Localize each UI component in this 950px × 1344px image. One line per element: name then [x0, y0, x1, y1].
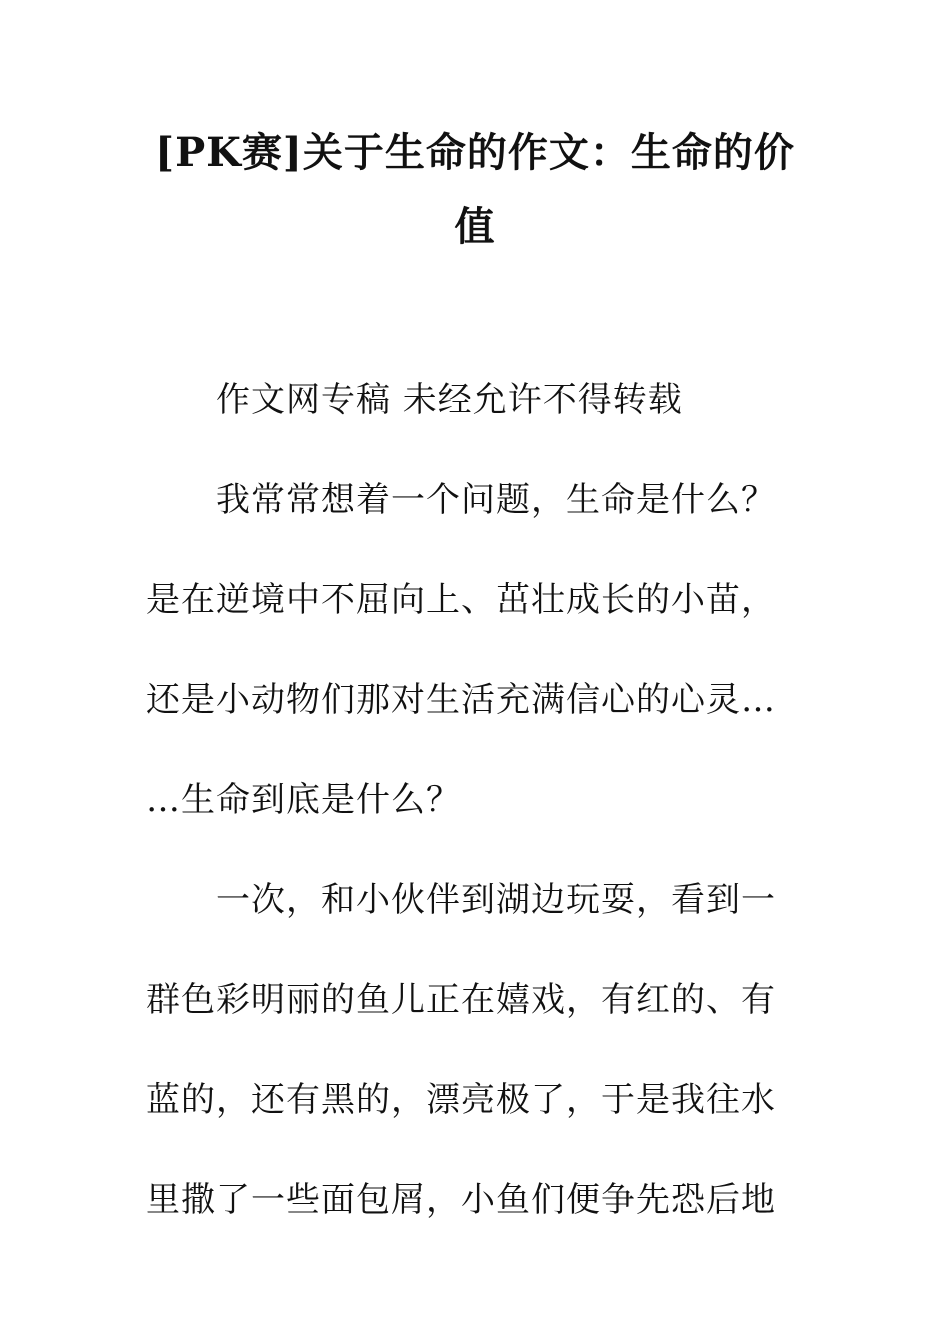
byline: 作文网专稿 未经允许不得转载 [216, 380, 683, 420]
paragraph-line: 群色彩明丽的鱼儿正在嬉戏，有红的、有 [146, 980, 776, 1020]
paragraph-line: 一次，和小伙伴到湖边玩耍，看到一 [216, 880, 776, 920]
paragraph-line: 蓝的，还有黑的，漂亮极了，于是我往水 [146, 1080, 776, 1120]
paragraph-line: 是在逆境中不屈向上、茁壮成长的小苗， [146, 580, 776, 620]
paragraph-line: …生命到底是什么？ [146, 780, 461, 820]
document-title [140, 116, 810, 264]
paragraph-line: 里撒了一些面包屑，小鱼们便争先恐后地 [146, 1180, 776, 1220]
title-line-2: 值 [454, 203, 496, 250]
paragraph-line: 还是小动物们那对生活充满信心的心灵… [146, 680, 776, 720]
title-line-1: [PK赛]关于生命的作文：生命的价 [155, 129, 795, 176]
paragraph-line: 我常常想着一个问题，生命是什么？ [216, 480, 776, 520]
